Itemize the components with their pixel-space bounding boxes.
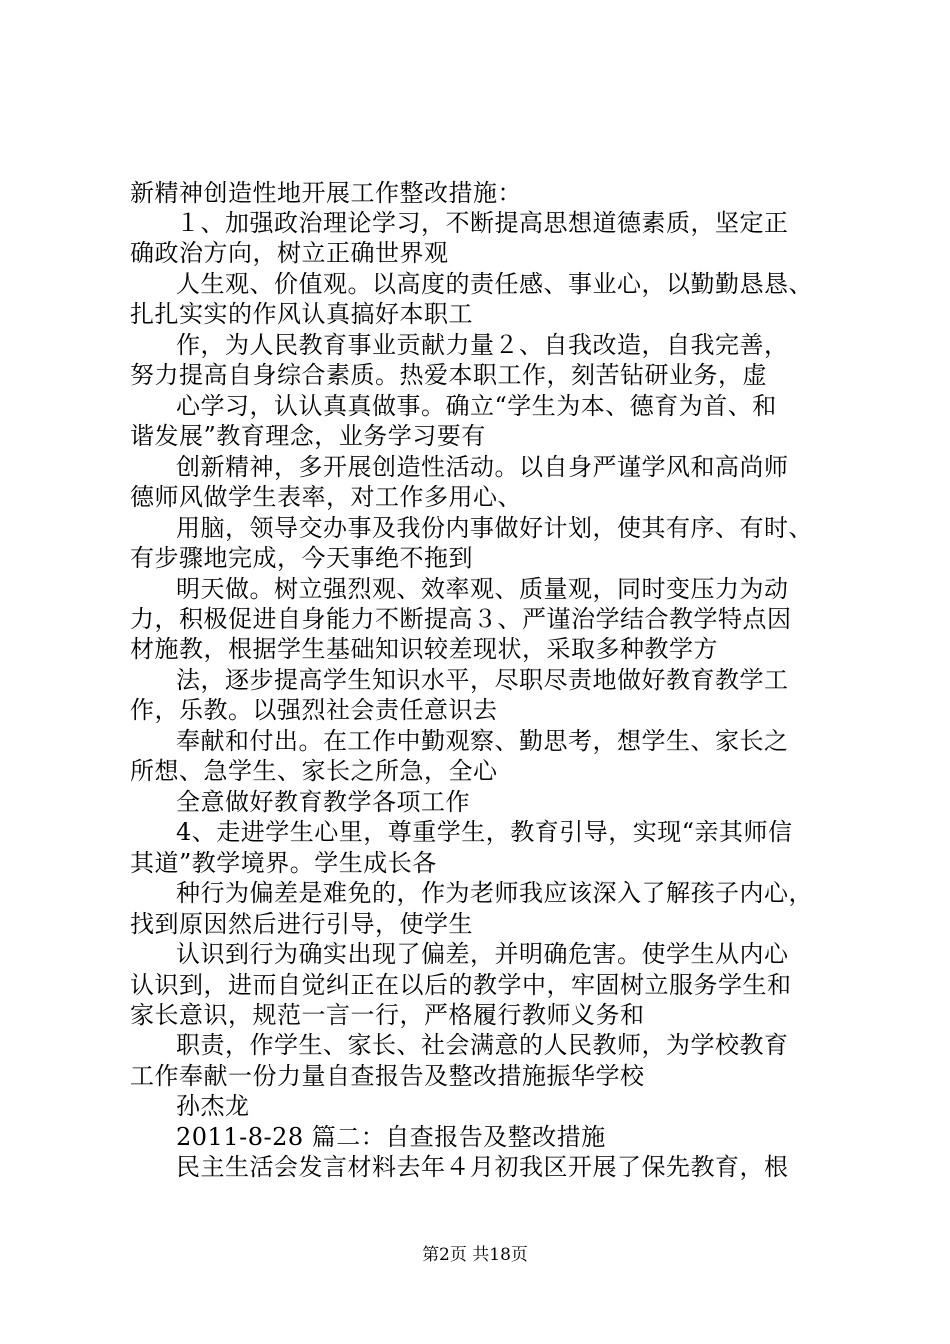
text-line: 4、走进学生心里，尊重学生，教育引导，实现“亲其师信 — [176, 818, 793, 846]
text-line: 力，积极促进自身能力不断提高３、严谨治学结合教学特点因 — [130, 605, 792, 633]
text-line: 作，为人民教育事业贡献力量２、自我改造，自我完善， — [176, 331, 789, 359]
text-line: 工作奉献一份力量自查报告及整改措施振华学校 — [130, 1062, 645, 1090]
text-line: 找到原因然后进行引导，使学生 — [130, 910, 473, 938]
text-line: 孙杰龙 — [176, 1092, 250, 1120]
text-line: 确政治方向，树立正确世界观 — [130, 239, 449, 267]
text-line: 德师风做学生表率，对工作多用心、 — [130, 483, 522, 511]
text-line: 认识到行为确实出现了偏差，并明确危害。使学生从内心 — [176, 940, 789, 968]
text-line: 心学习，认认真真做事。确立“学生为本、德育为首、和 — [176, 392, 777, 420]
text-line: 家长意识，规范一言一行，严格履行教师义务和 — [130, 1001, 645, 1029]
page-number: 第2页 共18页 — [422, 1245, 528, 1265]
text-line: 奉献和付出。在工作中勤观察、勤思考，想学生、家长之 — [176, 727, 789, 755]
text-line: 创新精神，多开展创造性活动。以自身严谨学风和高尚师 — [176, 453, 789, 481]
text-line: 有步骤地完成，今天事绝不拖到 — [130, 544, 473, 572]
text-line: 人生观、价值观。以高度的责任感、事业心，以勤勤恳恳、 — [176, 270, 813, 298]
text-line: 作，乐教。以强烈社会责任意识去 — [130, 696, 498, 724]
text-line: 职责，作学生、家长、社会满意的人民教师，为学校教育 — [176, 1031, 789, 1059]
text-line: 2011-8-28 篇二：自查报告及整改措施 — [176, 1123, 606, 1151]
text-line: 扎扎实实的作风认真搞好本职工 — [130, 300, 473, 328]
text-line: 所想、急学生、家长之所急，全心 — [130, 757, 498, 785]
page-footer — [0, 1244, 950, 1266]
text-line: 其道”教学境界。学生成长各 — [130, 849, 437, 877]
text-line: 法，逐步提高学生知识水平，尽职尽责地做好教育教学工 — [176, 666, 789, 694]
text-line: 新精神创造性地开展工作整改措施： — [130, 179, 522, 207]
text-line: 用脑，领导交办事及我份内事做好计划，使其有序、有时、 — [176, 514, 813, 542]
text-line: 努力提高自身综合素质。热爱本职工作，刻苦钻研业务，虚 — [130, 361, 767, 389]
text-line: 全意做好教育教学各项工作 — [176, 788, 470, 816]
text-line: 明天做。树立强烈观、效率观、质量观，同时变压力为动 — [176, 575, 789, 603]
text-line: 民主生活会发言材料去年４月初我区开展了保先教育，根 — [176, 1153, 789, 1181]
text-line: 谐发展”教育理念，业务学习要有 — [130, 422, 486, 450]
text-line: 认识到，进而自觉纠正在以后的教学中，牢固树立服务学生和 — [130, 971, 792, 999]
text-line: 种行为偏差是难免的，作为老师我应该深入了解孩子内心， — [176, 879, 813, 907]
text-line: 材施教，根据学生基础知识较差现状，采取多种教学方 — [130, 635, 718, 663]
text-line: １、加强政治理论学习，不断提高思想道德素质，坚定正 — [176, 209, 789, 237]
